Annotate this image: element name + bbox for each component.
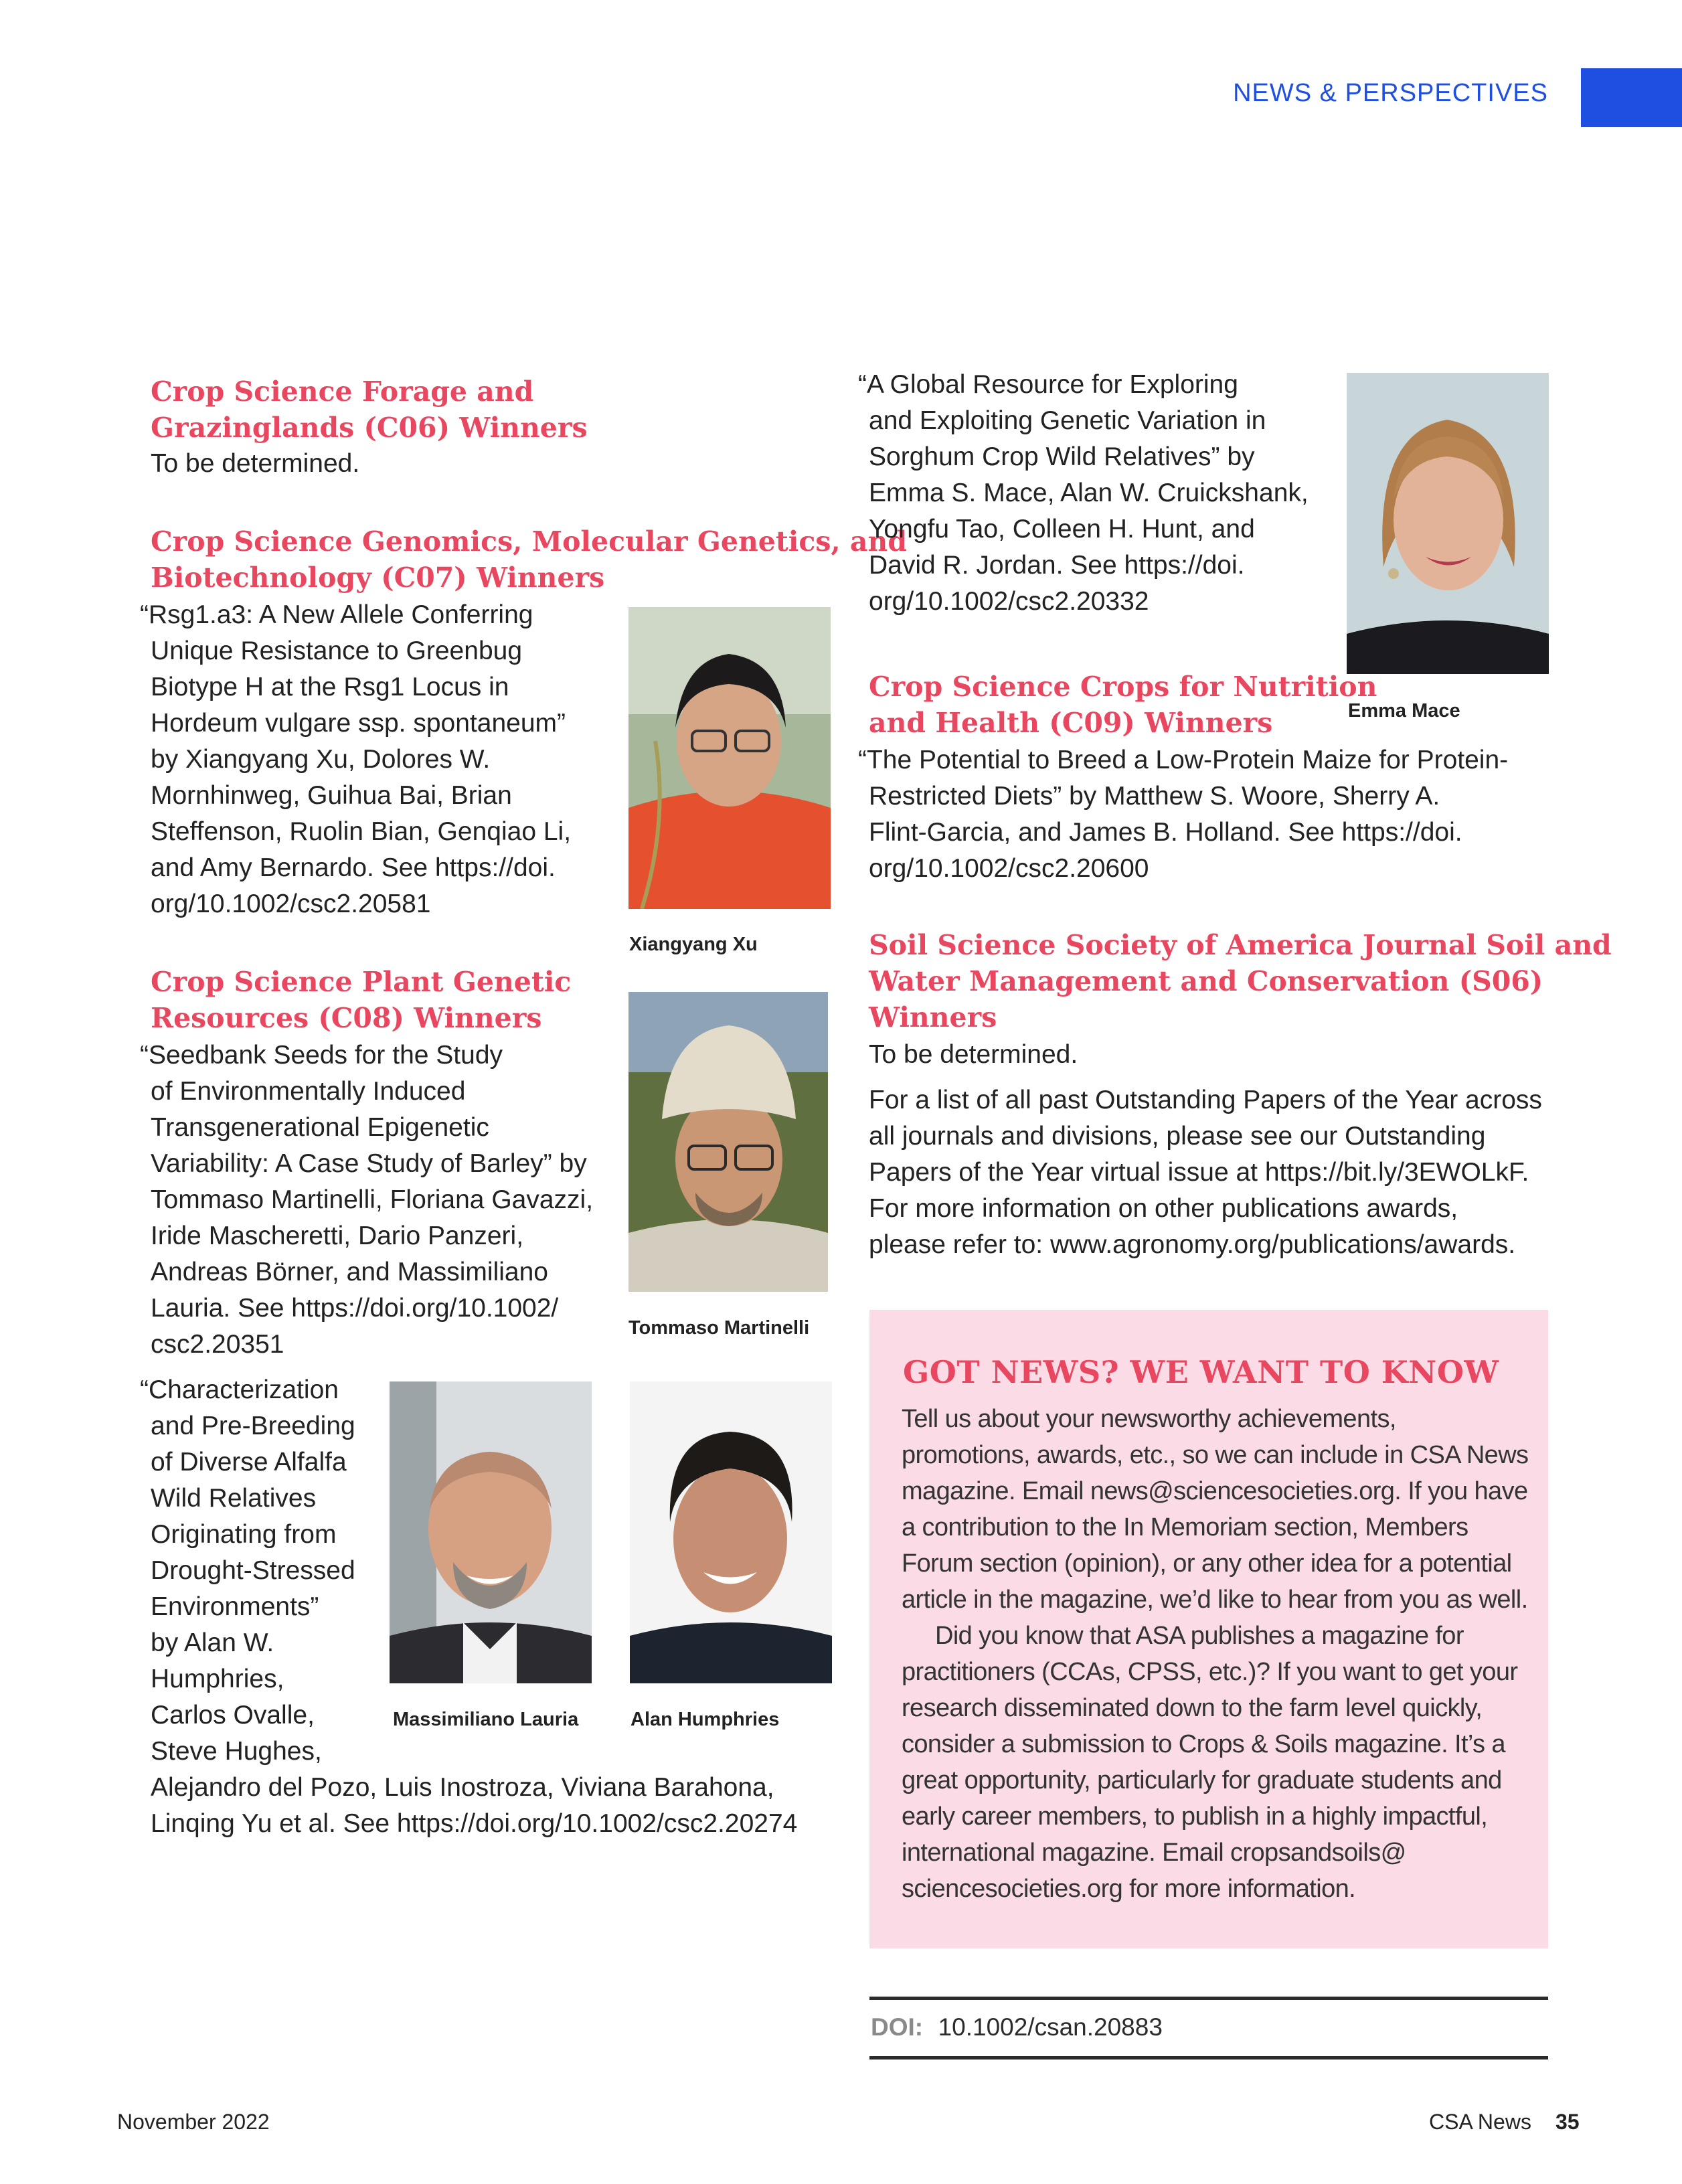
c08-paper2 (140, 1372, 381, 1770)
got-news-box (869, 1310, 1548, 1948)
section-accent-bar (1581, 68, 1682, 127)
paper-line: Steve Hughes, (151, 1737, 322, 1766)
paper-line: Andreas Börner, and Massimiliano (151, 1258, 548, 1286)
doi-value[interactable]: 10.1002/csan.20883 (938, 2013, 1163, 2041)
news-line: early career members, to publish in a highly impactful, (902, 1802, 1488, 1831)
heading-line: Crop Science Plant Genetic (151, 966, 572, 998)
paper-line: “A Global Resource for Exploring (858, 370, 1238, 399)
paper-line: Sorghum Crop Wild Relatives” by (869, 442, 1255, 471)
paper-line: org/10.1002/csc2.20332 (869, 587, 1149, 616)
heading-c06 (151, 373, 588, 446)
heading-line: Crop Science Genomics, Molecular Genetics, and (151, 525, 908, 558)
paper-line: Biotype H at the Rsg1 Locus in (151, 673, 509, 701)
news-line: a contribution to the In Memoriam section, Members (902, 1513, 1468, 1541)
paper-line: Flint-Garcia, and James B. Holland. See https://doi. (869, 818, 1462, 847)
closing-line: all journals and divisions, please see our Outstanding (869, 1122, 1486, 1151)
photo-emma-mace (1347, 373, 1549, 674)
heading-line: and Health (C09) Winners (869, 707, 1273, 739)
news-line: Did you know that ASA publishes a magazine for (935, 1622, 1464, 1650)
heading-c08 (151, 964, 571, 1036)
paper-line: Originating from (151, 1520, 337, 1549)
doi-label: DOI: (871, 2013, 924, 2041)
paper-line: Drought-Stressed (151, 1556, 355, 1585)
c08-paper2-tail (151, 1770, 860, 1842)
footer-page-number: 35 (1555, 2110, 1580, 2134)
sorghum-paper (858, 367, 1340, 620)
caption-emma-mace: Emma Mace (1348, 700, 1460, 722)
paper-line: Hordeum vulgare ssp. spontaneum” (151, 709, 566, 738)
paper-line: Humphries, (151, 1665, 284, 1693)
news-line: research disseminated down to the farm level quickly, (902, 1694, 1483, 1722)
paper-line: Unique Resistance to Greenbug (151, 637, 523, 665)
paper-line: csc2.20351 (151, 1330, 284, 1359)
heading-line: Crop Science Forage and (151, 375, 534, 408)
news-line: consider a submission to Crops & Soils magazine. It’s a (902, 1730, 1505, 1758)
photo-massimiliano-lauria (390, 1381, 592, 1683)
caption-massimiliano-lauria: Massimiliano Lauria (393, 1709, 579, 1730)
footer-date: November 2022 (117, 2110, 270, 2134)
paper-line: Wild Relatives (151, 1484, 317, 1513)
paper-line: by Alan W. (151, 1628, 274, 1657)
heading-line: Soil Science Society of America Journal Soil and (869, 929, 1612, 961)
heading-s06 (869, 927, 1612, 1035)
photo-alan-humphries (630, 1381, 832, 1683)
section-label: NEWS & PERSPECTIVES (1233, 79, 1548, 107)
paper-line: “Rsg1.a3: A New Allele Conferring (140, 600, 533, 629)
paper-line: Mornhinweg, Guihua Bai, Brian (151, 781, 512, 810)
c09-paper (858, 742, 1561, 887)
doi-rule-bottom (869, 2056, 1548, 2060)
paper-line: and Exploiting Genetic Variation in (869, 406, 1266, 435)
paper-line: David R. Jordan. See https://doi. (869, 551, 1245, 580)
news-line: article in the magazine, we’d like to hear from you as well. (902, 1586, 1528, 1614)
news-line: Forum section (opinion), or any other idea for a potential (902, 1549, 1512, 1578)
paper-line: Variability: A Case Study of Barley” by (151, 1149, 587, 1178)
paper-line: “Characterization (140, 1375, 339, 1404)
caption-alan-humphries: Alan Humphries (630, 1709, 780, 1730)
paper-line: of Diverse Alfalfa (151, 1448, 347, 1477)
closing-line: For a list of all past Outstanding Papers of the Year across (869, 1086, 1542, 1114)
paper-line: Carlos Ovalle, (151, 1701, 315, 1730)
paper-line: Iride Mascheretti, Dario Panzeri, (151, 1222, 524, 1250)
photo-xiangyang-xu (628, 607, 831, 909)
s06-text: To be determined. (869, 1040, 1078, 1069)
paper-line: “Seedbank Seeds for the Study (140, 1041, 503, 1070)
doi-line (871, 2013, 1163, 2041)
paper-line: and Amy Bernardo. See https://doi. (151, 853, 556, 882)
news-line: great opportunity, particularly for graduate students and (902, 1766, 1502, 1794)
news-line: practitioners (CCAs, CPSS, etc.)? If you want to get your (902, 1658, 1518, 1686)
paper-line: by Xiangyang Xu, Dolores W. (151, 745, 491, 774)
paper-line: Restricted Diets” by Matthew S. Woore, Sherry A. (869, 782, 1440, 811)
caption-xiangyang-xu: Xiangyang Xu (629, 934, 758, 955)
news-line: Tell us about your newsworthy achievements, (902, 1405, 1396, 1433)
paper-line: Steffenson, Ruolin Bian, Genqiao Li, (151, 817, 572, 846)
paper-line: “The Potential to Breed a Low-Protein Maize for Protein- (858, 746, 1509, 774)
news-line: sciencesocieties.org for more information. (902, 1875, 1356, 1903)
news-line: international magazine. Email cropsandsoils@ (902, 1839, 1406, 1867)
heading-line: Winners (869, 1001, 997, 1033)
news-line: promotions, awards, etc., so we can include in CSA News (902, 1441, 1529, 1469)
paper-line: Tommaso Martinelli, Floriana Gavazzi, (151, 1185, 594, 1214)
paper-line: of Environmentally Induced (151, 1077, 466, 1106)
footer-magazine: CSA News (1429, 2110, 1531, 2134)
paper-line: Alejandro del Pozo, Luis Inostroza, Viviana Barahona, (151, 1773, 774, 1802)
news-line: magazine. Email news@sciencesocieties.org. If you have (902, 1477, 1528, 1505)
paper-line: Lauria. See https://doi.org/10.1002/ (151, 1294, 559, 1323)
heading-line: Water Management and Conservation (S06) (869, 965, 1543, 997)
paper-line: and Pre-Breeding (151, 1412, 355, 1440)
heading-line: Crop Science Crops for Nutrition (869, 671, 1377, 703)
heading-c07 (151, 523, 907, 596)
got-news-body (902, 1401, 1537, 1907)
paper-line: Environments” (151, 1592, 319, 1621)
photo-tommaso-martinelli (628, 992, 828, 1292)
c07-paper (140, 597, 608, 922)
paper-line: org/10.1002/csc2.20581 (151, 890, 431, 918)
caption-tommaso-martinelli: Tommaso Martinelli (628, 1317, 810, 1339)
heading-line: Grazinglands (C06) Winners (151, 412, 588, 444)
got-news-title: GOT NEWS? WE WANT TO KNOW (903, 1354, 1499, 1390)
closing-line: Papers of the Year virtual issue at https://bit.ly/3EWOLkF. (869, 1158, 1529, 1187)
paper-line: org/10.1002/csc2.20600 (869, 854, 1149, 883)
heading-c09 (869, 669, 1377, 741)
closing-line: For more information on other publications awards, (869, 1194, 1458, 1223)
paper-line: Transgenerational Epigenetic (151, 1113, 489, 1142)
doi-rule-top (869, 1997, 1548, 2000)
heading-line: Resources (C08) Winners (151, 1002, 542, 1034)
paper-line: Yongfu Tao, Colleen H. Hunt, and (869, 515, 1255, 543)
heading-line: Biotechnology (C07) Winners (151, 562, 605, 594)
closing-paragraph (869, 1082, 1565, 1263)
paper-line: Linqing Yu et al. See https://doi.org/10.1002/csc2.20274 (151, 1809, 798, 1838)
c08-paper1 (140, 1037, 628, 1363)
closing-line: please refer to: www.agronomy.org/publications/awards. (869, 1230, 1516, 1259)
paper-line: Emma S. Mace, Alan W. Cruickshank, (869, 479, 1309, 507)
c06-text: To be determined. (151, 449, 360, 478)
